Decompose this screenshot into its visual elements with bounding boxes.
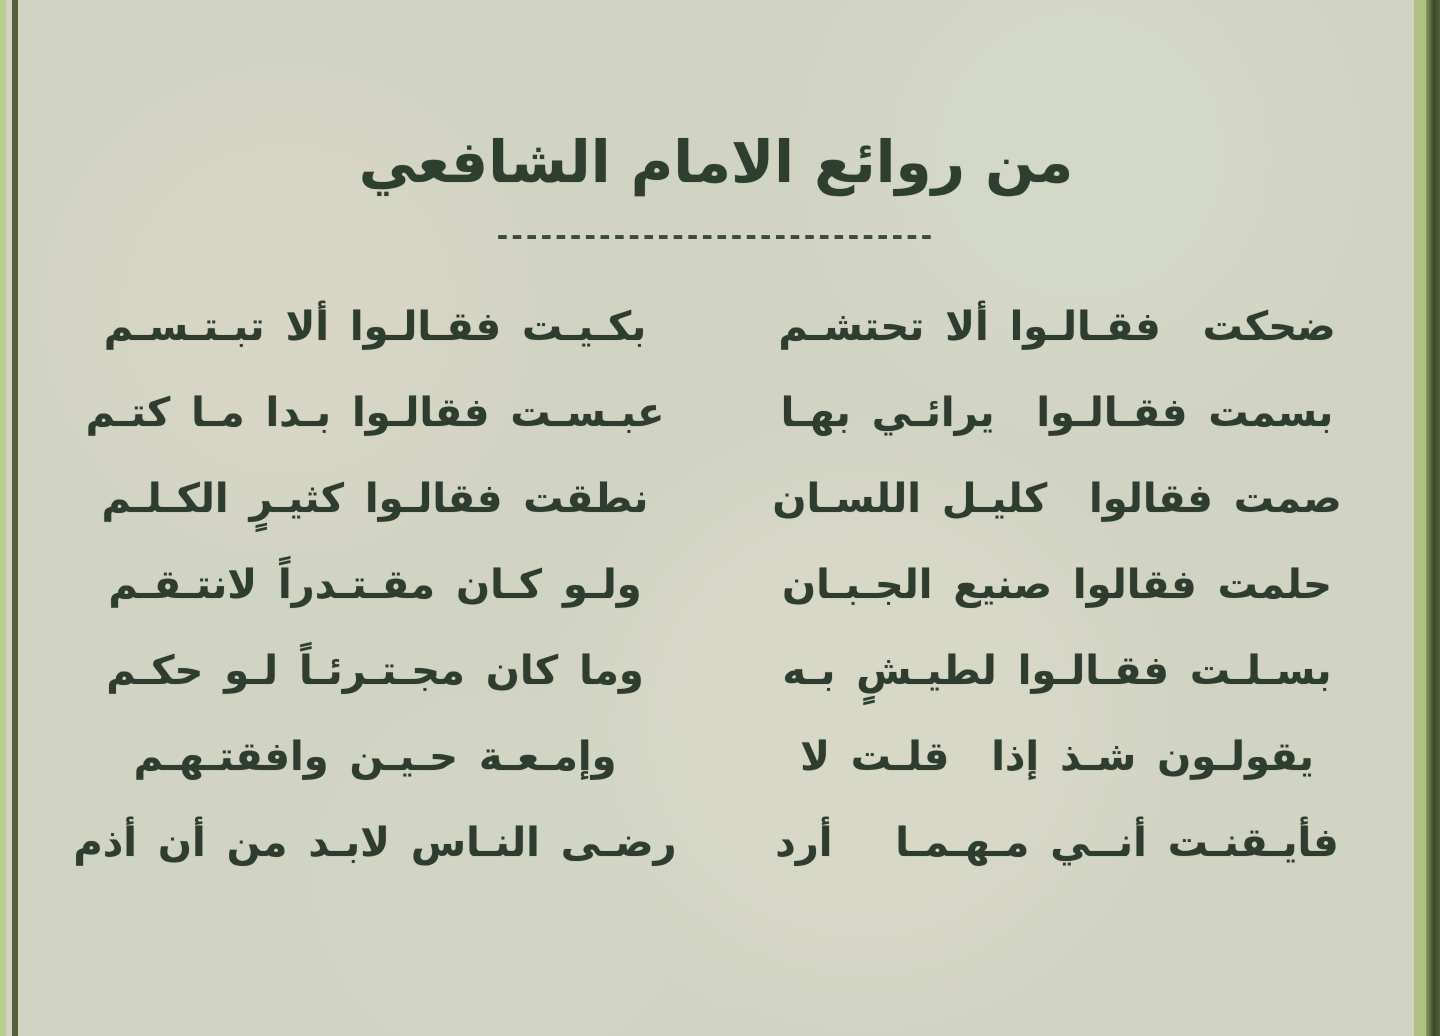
second-hemistich: بكـيـت فقـالـوا ألا تبـتـسـم bbox=[103, 304, 647, 350]
first-hemistich: صمت فقالوا كليـل اللسـان bbox=[772, 476, 1342, 522]
left-border-line bbox=[12, 0, 18, 1036]
poem-page bbox=[30, 0, 1402, 1036]
verse-row bbox=[42, 800, 1390, 886]
second-hemistich: ولـو كـان مقـتـدراً لانتـقـم bbox=[108, 562, 642, 608]
second-hemistich: نطقت فقالـوا كثيـرٍ الكـلـم bbox=[101, 476, 649, 522]
verse-row bbox=[42, 284, 1390, 370]
first-hemistich: ضحكت فقـالـوا ألا تحتشـم bbox=[778, 304, 1336, 350]
first-hemistich: بسـلـت فقـالـوا لطيـشٍ بـه bbox=[782, 648, 1332, 694]
second-hemistich: وإمـعـة حـيـن وافقتـهـم bbox=[133, 734, 617, 780]
first-hemistich: يقولـون شـذ إذا قلـت لا bbox=[800, 734, 1314, 780]
second-hemistich: وما كان مجـتـرئـاً لـو حكـم bbox=[106, 648, 644, 694]
verse-row bbox=[42, 456, 1390, 542]
first-hemistich: بسمت فقـالـوا يرائـي بهـا bbox=[780, 390, 1334, 436]
verse-row bbox=[42, 370, 1390, 456]
first-hemistich: فأيـقنـت أنــي مـهـمـا أرد bbox=[775, 820, 1339, 866]
right-border-line bbox=[1426, 0, 1440, 1036]
left-border-strip bbox=[0, 0, 6, 1036]
second-hemistich: رضـى النـاس لابـد من أن أذم bbox=[73, 820, 677, 866]
poem-body bbox=[42, 284, 1390, 886]
first-hemistich: حلمت فقالوا صنيع الجـبـان bbox=[782, 562, 1332, 608]
page-title: من روائع الامام الشافعي bbox=[358, 128, 1074, 196]
second-hemistich: عبـسـت فقالـوا بـدا مـا كتـم bbox=[85, 390, 665, 436]
verse-row bbox=[42, 714, 1390, 800]
right-border-strip bbox=[1414, 0, 1426, 1036]
verse-row bbox=[42, 628, 1390, 714]
verse-row bbox=[42, 542, 1390, 628]
dashed-separator: ------------------------------ bbox=[496, 219, 936, 252]
